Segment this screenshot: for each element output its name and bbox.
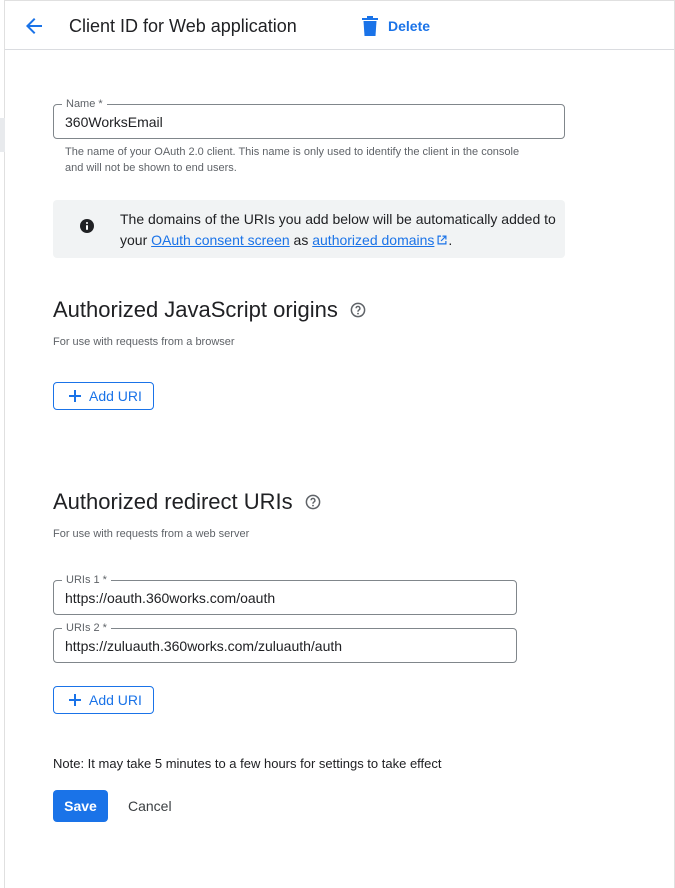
info-banner	[53, 200, 565, 258]
info-text-after: .	[448, 232, 453, 248]
left-panel-marker	[0, 118, 5, 152]
help-icon[interactable]	[350, 302, 366, 318]
redirect-uri-field-2[interactable]	[53, 622, 517, 663]
name-field-label: Name *	[62, 97, 107, 111]
delete-label: Delete	[388, 18, 431, 34]
add-redirect-uri-label: Add URI	[89, 692, 142, 708]
left-panel-edge	[0, 0, 5, 888]
redirect-uri-label-1: URIs 1 *	[62, 573, 111, 587]
js-origins-title: Authorized JavaScript origins	[53, 297, 338, 322]
add-js-origin-button[interactable]	[53, 382, 154, 410]
redirect-uri-field-1[interactable]	[53, 574, 517, 615]
info-text-before: The domains of the URIs you add below will be automatically added to your	[120, 211, 556, 248]
name-field[interactable]	[53, 98, 565, 139]
redirect-uris-heading	[53, 488, 321, 516]
redirect-uris-title: Authorized redirect URIs	[53, 489, 293, 514]
name-helper-text: The name of your OAuth 2.0 client. This name is only used to identify the client in the console and will not be shown to end users.	[65, 146, 520, 174]
delete-button[interactable]	[361, 13, 430, 39]
arrow-back-icon	[22, 14, 46, 38]
settings-note: Note: It may take 5 minutes to a few hours for settings to take effect	[53, 756, 442, 771]
add-redirect-uri-button[interactable]	[53, 686, 154, 714]
redirect-uris-subtitle: For use with requests from a web server	[53, 528, 250, 540]
info-icon	[80, 219, 94, 233]
page-title: Client ID for Web application	[69, 16, 297, 36]
oauth-consent-screen-link[interactable]: OAuth consent screen	[151, 232, 290, 248]
js-origins-subtitle: For use with requests from a browser	[53, 336, 235, 348]
save-button[interactable]: Save	[53, 790, 108, 822]
page-header	[5, 0, 674, 50]
plus-icon	[69, 694, 81, 706]
trash-icon	[361, 16, 379, 36]
redirect-uri-label-2: URIs 2 *	[62, 621, 111, 635]
authorized-domains-link-label: authorized domains	[312, 232, 435, 248]
plus-icon	[69, 390, 81, 402]
redirect-uri-input-2[interactable]: https://zuluauth.360works.com/zuluauth/auth	[65, 637, 343, 654]
info-text	[120, 209, 560, 251]
back-button[interactable]	[22, 14, 46, 38]
authorized-domains-link[interactable]	[312, 232, 448, 248]
redirect-uri-input-1[interactable]: https://oauth.360works.com/oauth	[65, 589, 276, 606]
cancel-button[interactable]: Cancel	[128, 798, 172, 814]
help-icon[interactable]	[305, 494, 321, 510]
name-input-value[interactable]: 360WorksEmail	[65, 113, 163, 130]
info-text-middle: as	[289, 232, 313, 248]
open-in-new-icon	[436, 234, 448, 246]
js-origins-heading	[53, 296, 366, 324]
add-js-origin-label: Add URI	[89, 388, 142, 404]
